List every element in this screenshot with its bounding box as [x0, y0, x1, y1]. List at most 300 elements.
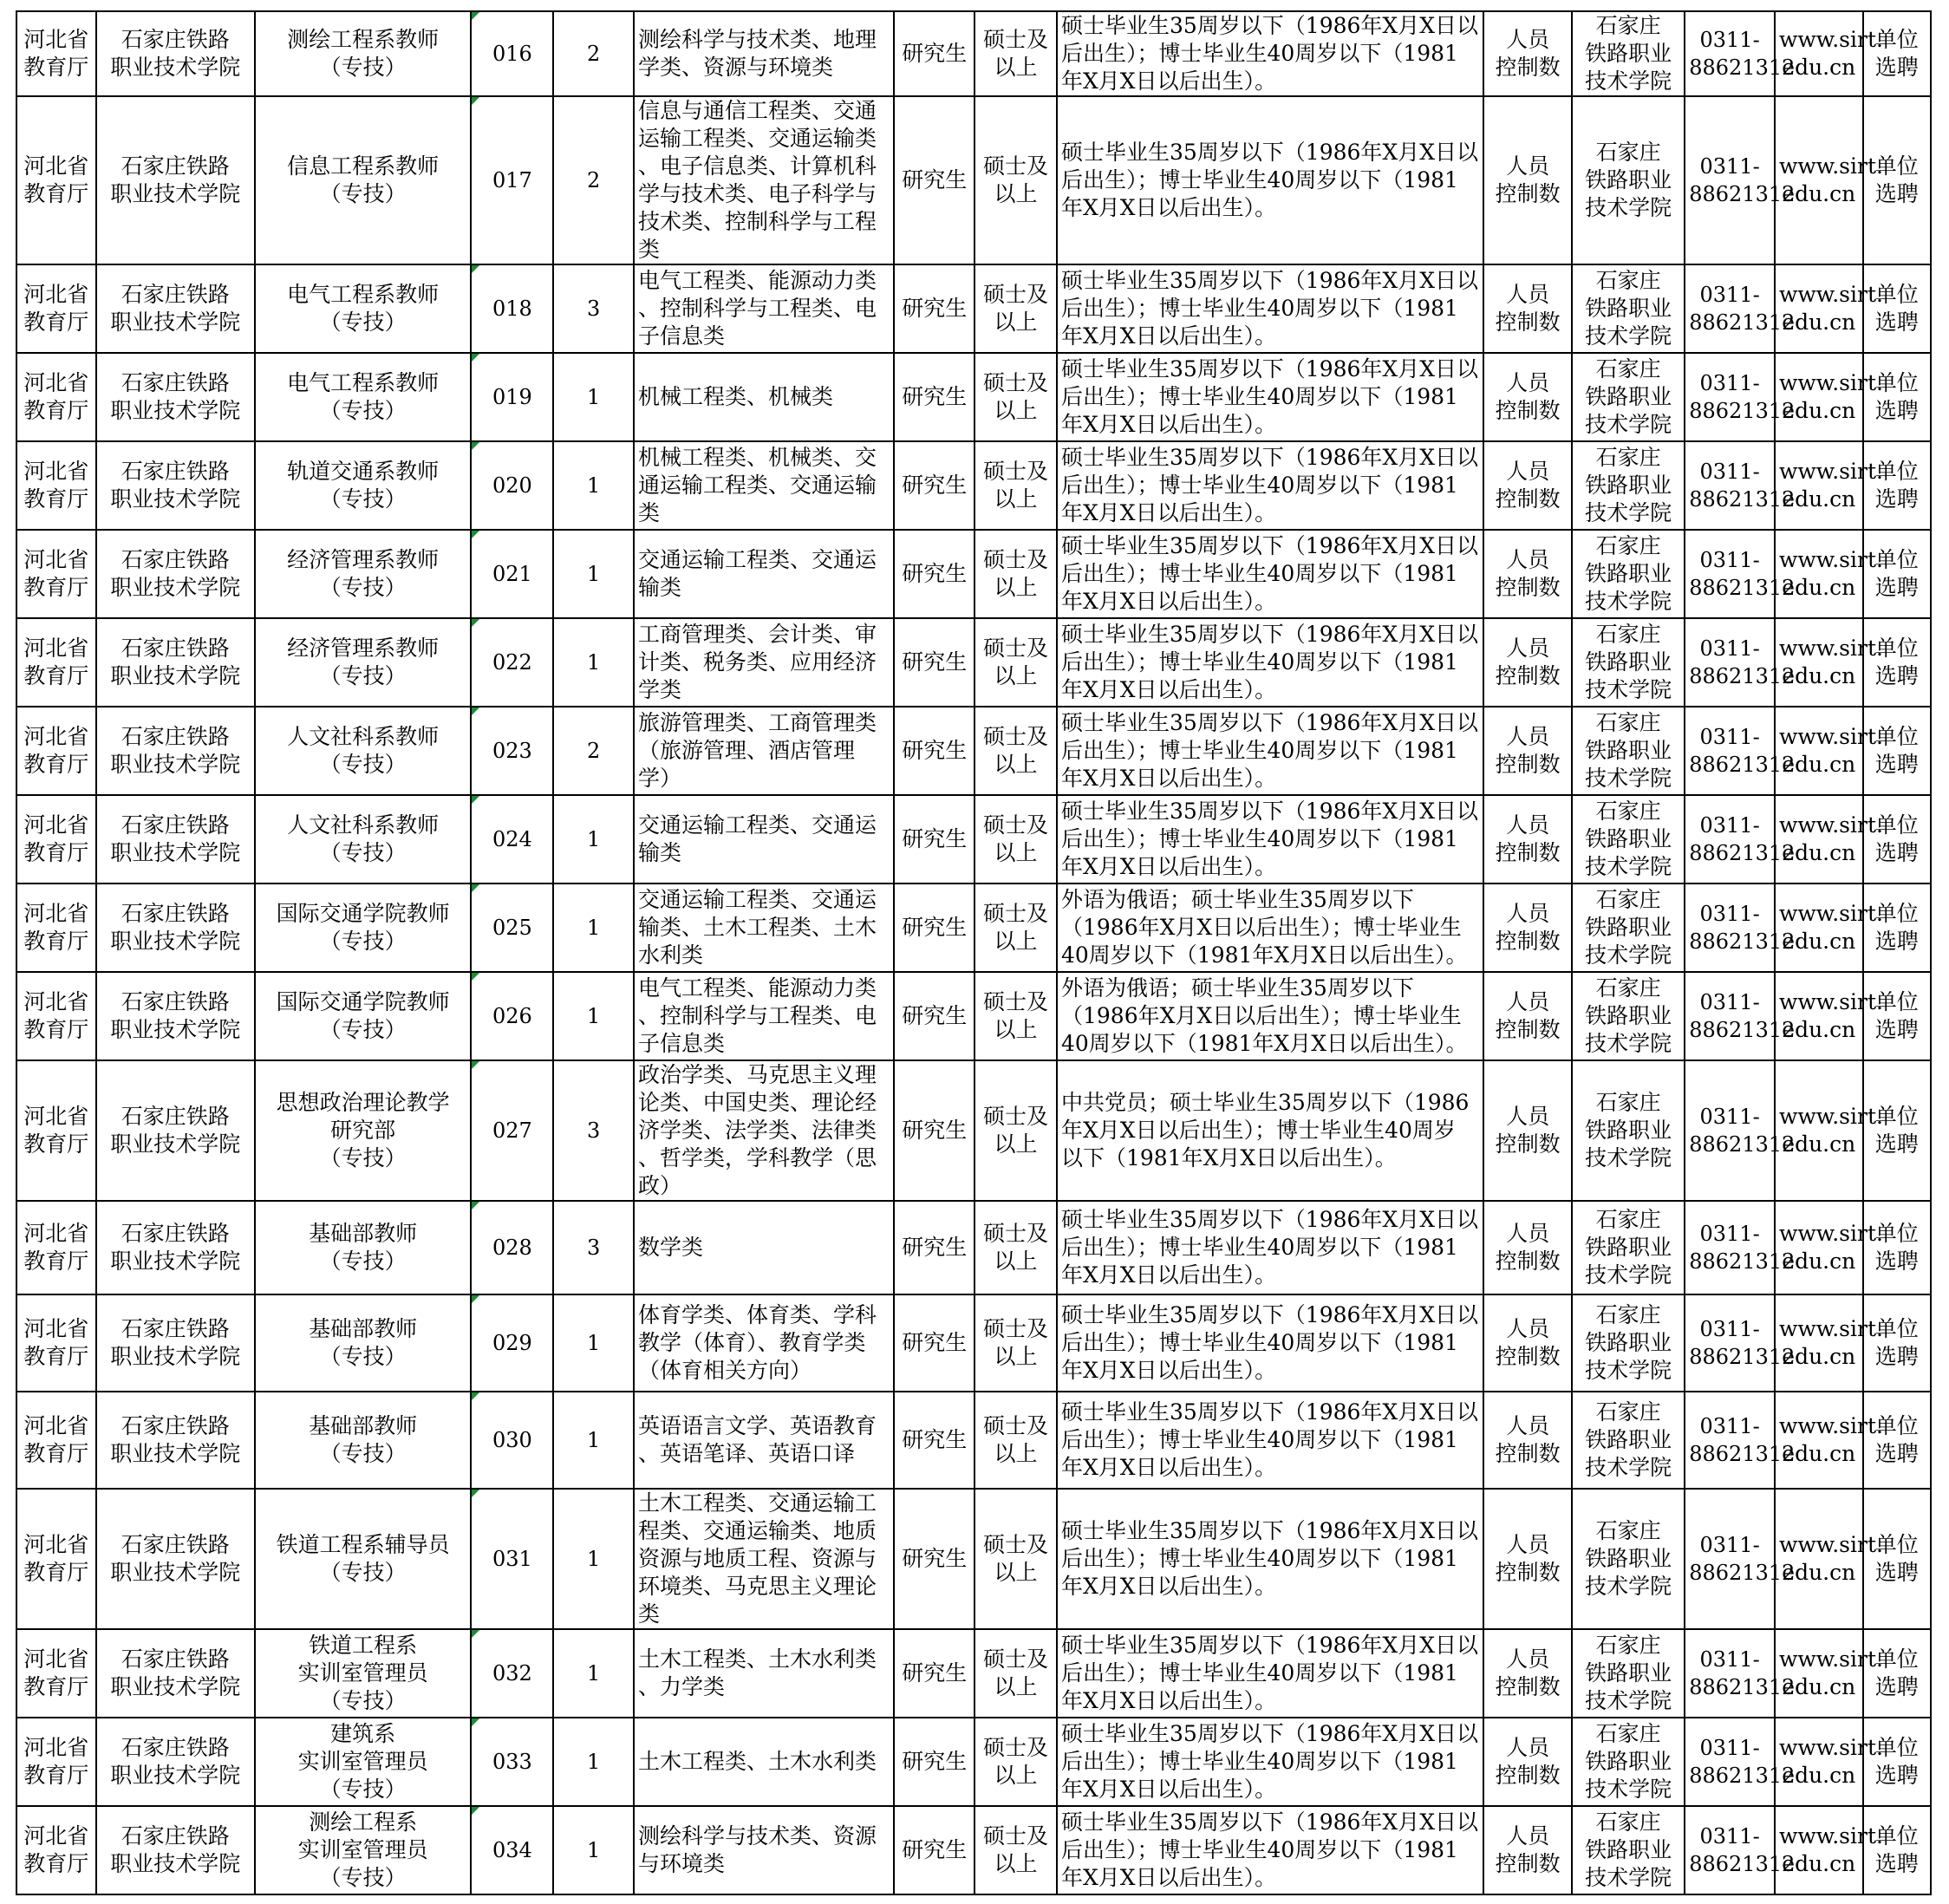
- workplace-cell: [1572, 1294, 1685, 1392]
- requirements-cell-line: 硕士毕业生35周岁以下（1986年X月X日以: [1061, 1721, 1479, 1746]
- requirements-cell-line: 后出生）；博士毕业生40周岁以下（1981: [1061, 1749, 1458, 1774]
- requirements-cell: [1057, 353, 1483, 441]
- phone-cell-line: 0311-: [1699, 371, 1760, 395]
- degree-cell-line: 以上: [994, 1560, 1038, 1585]
- major-cell-line: 工商管理类、会计类、审: [638, 622, 877, 647]
- major-cell: [634, 1201, 894, 1294]
- major-cell-line: 信息与通信工程类、交通: [638, 98, 877, 123]
- requirements-cell-line: 年X月X日以后出生）。: [1061, 854, 1277, 879]
- count-cell: [553, 795, 634, 884]
- workplace-cell-line: 石家庄: [1595, 1302, 1661, 1327]
- workplace-cell: [1572, 353, 1685, 441]
- requirements-cell-line: 硕士毕业生35周岁以下（1986年X月X日以: [1061, 710, 1479, 735]
- degree-cell: [974, 1718, 1057, 1806]
- count-cell: [553, 1392, 634, 1489]
- unit-cell-line: 石家庄铁路: [121, 153, 230, 179]
- degree-cell-line: 以上: [994, 486, 1038, 512]
- count-cell-line: 1: [587, 650, 601, 675]
- requirements-cell-line: 年X月X日以后出生）。: [1061, 1777, 1277, 1802]
- unit-cell: [96, 530, 255, 618]
- workplace-cell-line: 铁路职业: [1585, 41, 1672, 66]
- workplace-cell-line: 石家庄: [1595, 1518, 1661, 1543]
- position-cell: [255, 618, 472, 707]
- phone-cell-line: 0311-: [1699, 460, 1760, 484]
- major-cell-line: 土木工程类、土木水利类: [638, 1646, 877, 1672]
- education-cell: [894, 1806, 974, 1894]
- requirements-cell: [1057, 11, 1483, 96]
- position-cell-line: （专技）: [319, 752, 407, 777]
- count-cell: [553, 264, 634, 353]
- workplace-cell: [1572, 972, 1685, 1060]
- department-cell-line: 教育厅: [23, 486, 89, 512]
- website-cell-line: www.sirt.: [1778, 636, 1883, 661]
- major-cell-line: 济学类、法学类、法律类: [638, 1118, 877, 1143]
- website-cell: [1775, 1392, 1883, 1489]
- requirements-cell-line: 年X月X日以后出生）。: [1061, 195, 1277, 220]
- phone-cell-line: 88621312: [1689, 929, 1796, 954]
- staffing-cell-line: 控制数: [1495, 1763, 1561, 1788]
- unit-cell-line: 职业技术学院: [110, 663, 241, 688]
- table-row: [16, 96, 1931, 264]
- requirements-cell-line: 硕士毕业生35周岁以下（1986年X月X日以: [1061, 533, 1479, 558]
- workplace-cell-line: 石家庄: [1595, 799, 1661, 824]
- staffing-cell-line: 控制数: [1495, 575, 1561, 600]
- position-cell: [255, 530, 472, 618]
- unit-cell: [96, 1806, 255, 1894]
- code-cell: [471, 1060, 553, 1201]
- position-cell-line: （专技）: [319, 398, 407, 423]
- recruit-cell-line: 选聘: [1874, 55, 1919, 80]
- workplace-cell-line: 技术学院: [1585, 1865, 1672, 1890]
- phone-cell-line: 0311-: [1699, 1105, 1760, 1129]
- department-cell-line: 河北省: [23, 370, 89, 395]
- phone-cell: [1685, 1489, 1796, 1629]
- recruit-cell-line: 选聘: [1874, 310, 1919, 335]
- major-cell-line: 输类: [638, 840, 682, 865]
- workplace-cell: [1572, 1392, 1685, 1489]
- recruit-cell: [1863, 1392, 1931, 1489]
- workplace-cell: [1572, 884, 1685, 972]
- degree-cell-line: 硕士及: [983, 1735, 1049, 1760]
- staffing-cell-line: 人员: [1506, 370, 1550, 395]
- department-cell-line: 河北省: [23, 812, 89, 838]
- recruit-cell-line: 单位: [1874, 812, 1919, 838]
- requirements-cell-line: 硕士毕业生35周岁以下（1986年X月X日以: [1061, 268, 1479, 293]
- recruit-cell-line: 单位: [1874, 989, 1919, 1014]
- unit-cell: [96, 884, 255, 972]
- staffing-cell-line: 人员: [1506, 724, 1550, 749]
- website-cell-line: www.sirt.: [1778, 547, 1883, 572]
- unit-cell-line: 职业技术学院: [110, 1763, 241, 1788]
- count-cell-line: 1: [587, 1331, 601, 1355]
- count-cell-line: 1: [587, 1661, 601, 1686]
- workplace-cell-line: 铁路职业: [1585, 738, 1672, 763]
- requirements-cell-line: 后出生）；博士毕业生40周岁以下（1981: [1061, 1546, 1458, 1571]
- code-cell-line: 016: [492, 42, 532, 66]
- unit-cell-line: 石家庄铁路: [121, 27, 230, 52]
- major-cell-line: 机械工程类、机械类、交: [638, 445, 877, 470]
- degree-cell: [974, 884, 1057, 972]
- staffing-cell-line: 控制数: [1495, 1851, 1561, 1876]
- department-cell-line: 河北省: [23, 1316, 89, 1341]
- requirements-cell: [1057, 884, 1483, 972]
- count-cell: [553, 1718, 634, 1806]
- phone-cell: [1685, 441, 1796, 530]
- education-cell: [894, 1294, 974, 1392]
- staffing-cell-line: 人员: [1506, 989, 1550, 1014]
- code-cell: [471, 884, 553, 972]
- staffing-cell-line: 人员: [1506, 1532, 1550, 1557]
- department-cell-line: 教育厅: [23, 398, 89, 423]
- workplace-cell-line: 技术学院: [1585, 1031, 1672, 1056]
- workplace-cell-line: 技术学院: [1585, 195, 1672, 220]
- education-cell-line: 研究生: [902, 1660, 968, 1686]
- major-cell: [634, 1806, 894, 1894]
- staffing-cell-line: 人员: [1506, 27, 1550, 52]
- requirements-cell: [1057, 1629, 1483, 1718]
- website-cell-line: edu.cn: [1782, 1017, 1856, 1042]
- website-cell-line: www.sirt.: [1778, 812, 1883, 838]
- unit-cell-line: 职业技术学院: [110, 1249, 241, 1274]
- table-row: [16, 1629, 1931, 1718]
- table-row: [16, 1392, 1931, 1489]
- position-cell-line: 经济管理系教师: [287, 636, 440, 661]
- phone-cell-line: 0311-: [1699, 1533, 1760, 1557]
- position-cell-line: （专技）: [319, 181, 407, 206]
- phone-cell-line: 0311-: [1699, 283, 1760, 307]
- staffing-cell-line: 人员: [1506, 1316, 1550, 1341]
- degree-cell: [974, 11, 1057, 96]
- position-cell-line: （专技）: [319, 1441, 407, 1466]
- major-cell: [634, 530, 894, 618]
- unit-cell: [96, 972, 255, 1060]
- recruit-cell: [1863, 1060, 1931, 1201]
- workplace-cell: [1572, 264, 1685, 353]
- code-cell: [471, 441, 553, 530]
- workplace-cell-line: 铁路职业: [1585, 384, 1672, 409]
- degree-cell: [974, 96, 1057, 264]
- unit-cell-line: 石家庄铁路: [121, 370, 230, 395]
- website-cell-line: www.sirt.: [1778, 1221, 1883, 1246]
- recruit-cell-line: 选聘: [1874, 575, 1919, 600]
- requirements-cell: [1057, 1060, 1483, 1201]
- unit-cell: [96, 707, 255, 795]
- staffing-cell-line: 控制数: [1495, 1441, 1561, 1466]
- code-cell-line: 027: [492, 1118, 532, 1143]
- recruit-cell: [1863, 1629, 1931, 1718]
- department-cell: [16, 1629, 96, 1718]
- recruit-cell-line: 单位: [1874, 1104, 1919, 1129]
- department-cell: [16, 1392, 96, 1489]
- recruit-cell-line: 单位: [1874, 1316, 1919, 1341]
- education-cell: [894, 353, 974, 441]
- recruit-cell: [1863, 1489, 1931, 1629]
- workplace-cell-line: 技术学院: [1585, 68, 1672, 94]
- requirements-cell-line: 年X月X日以后出生）。: [1061, 589, 1277, 614]
- unit-cell-line: 石家庄铁路: [121, 547, 230, 572]
- table-row: [16, 1806, 1931, 1894]
- department-cell-line: 教育厅: [23, 1560, 89, 1585]
- website-cell-line: www.sirt.: [1778, 989, 1883, 1014]
- unit-cell-line: 职业技术学院: [110, 398, 241, 423]
- major-cell-line: 类: [638, 500, 661, 525]
- department-cell: [16, 530, 96, 618]
- website-cell: [1775, 530, 1883, 618]
- workplace-cell: [1572, 1718, 1685, 1806]
- phone-cell: [1685, 1294, 1796, 1392]
- website-cell-line: edu.cn: [1782, 181, 1856, 206]
- unit-cell-line: 职业技术学院: [110, 1344, 241, 1369]
- position-cell: [255, 1201, 472, 1294]
- department-cell: [16, 264, 96, 353]
- degree-cell: [974, 1806, 1057, 1894]
- degree-cell-line: 硕士及: [983, 1221, 1049, 1246]
- requirements-cell-line: 后出生）；博士毕业生40周岁以下（1981: [1061, 41, 1458, 66]
- website-cell: [1775, 441, 1883, 530]
- recruit-cell-line: 选聘: [1874, 1851, 1919, 1876]
- department-cell: [16, 353, 96, 441]
- education-cell: [894, 795, 974, 884]
- recruit-cell: [1863, 1718, 1931, 1806]
- department-cell: [16, 795, 96, 884]
- requirements-cell-line: 年X月X日以后出生）。: [1061, 1865, 1277, 1890]
- workplace-cell-line: 石家庄: [1595, 622, 1661, 647]
- phone-cell-line: 0311-: [1699, 902, 1760, 926]
- requirements-cell: [1057, 1489, 1483, 1629]
- position-cell-line: （专技）: [319, 310, 407, 335]
- major-cell-line: 运输工程类、交通运输类: [638, 126, 877, 151]
- code-cell: [471, 1718, 553, 1806]
- position-cell-line: （专技）: [319, 575, 407, 600]
- recruit-cell-line: 选聘: [1874, 486, 1919, 512]
- recruit-cell-line: 单位: [1874, 1221, 1919, 1246]
- count-cell: [553, 1489, 634, 1629]
- table-row: [16, 11, 1931, 96]
- code-cell-line: 030: [492, 1428, 532, 1452]
- requirements-cell-line: 外语为俄语；硕士毕业生35周岁以下: [1061, 887, 1414, 912]
- education-cell: [894, 530, 974, 618]
- code-cell: [471, 1629, 553, 1718]
- count-cell-line: 1: [587, 916, 601, 940]
- department-cell: [16, 96, 96, 264]
- position-cell-line: 建筑系: [330, 1721, 396, 1746]
- requirements-cell-line: 后出生）；博士毕业生40周岁以下（1981: [1061, 473, 1458, 498]
- position-cell-line: （专技）: [319, 55, 407, 80]
- major-cell-line: 机械工程类、机械类: [638, 384, 834, 409]
- position-cell: [255, 353, 472, 441]
- degree-cell: [974, 1629, 1057, 1718]
- phone-cell-line: 88621312: [1689, 1852, 1796, 1876]
- major-cell-line: 环境类、马克思主义理论: [638, 1574, 877, 1599]
- workplace-cell-line: 技术学院: [1585, 1777, 1672, 1802]
- phone-cell-line: 0311-: [1699, 548, 1760, 572]
- major-cell-line: 测绘科学与技术类、地理: [638, 27, 877, 52]
- website-cell-line: edu.cn: [1782, 310, 1856, 335]
- position-cell-line: （专技）: [319, 1777, 407, 1802]
- department-cell-line: 河北省: [23, 1646, 89, 1672]
- website-cell-line: www.sirt.: [1778, 1646, 1883, 1672]
- phone-cell-line: 0311-: [1699, 1736, 1760, 1760]
- major-cell-line: 教学（体育）、教育学类: [638, 1330, 866, 1355]
- department-cell-line: 教育厅: [23, 181, 89, 206]
- unit-cell-line: 石家庄铁路: [121, 1104, 230, 1129]
- unit-cell-line: 石家庄铁路: [121, 812, 230, 838]
- website-cell-line: edu.cn: [1782, 929, 1856, 954]
- recruit-cell-line: 单位: [1874, 636, 1919, 661]
- workplace-cell-line: 铁路职业: [1585, 1427, 1672, 1452]
- staffing-cell: [1483, 1201, 1572, 1294]
- code-cell: [471, 795, 553, 884]
- staffing-cell: [1483, 1806, 1572, 1894]
- unit-cell: [96, 441, 255, 530]
- recruit-cell-line: 选聘: [1874, 1763, 1919, 1788]
- department-cell-line: 河北省: [23, 901, 89, 926]
- website-cell-line: www.sirt.: [1778, 1823, 1883, 1849]
- website-cell: [1775, 264, 1883, 353]
- degree-cell: [974, 618, 1057, 707]
- workplace-cell-line: 石家庄: [1595, 356, 1661, 381]
- major-cell-line: 、控制科学与工程类、电: [638, 296, 877, 321]
- website-cell-line: www.sirt.: [1778, 370, 1883, 395]
- education-cell-line: 研究生: [902, 561, 968, 586]
- website-cell: [1775, 707, 1883, 795]
- workplace-cell-line: 技术学院: [1585, 500, 1672, 525]
- recruit-cell: [1863, 707, 1931, 795]
- staffing-cell: [1483, 884, 1572, 972]
- position-cell: [255, 1489, 472, 1629]
- count-cell: [553, 1629, 634, 1718]
- position-cell-line: 电气工程系教师: [287, 370, 440, 395]
- workplace-cell-line: 技术学院: [1585, 1455, 1672, 1480]
- count-cell-line: 1: [587, 562, 601, 586]
- requirements-cell-line: 后出生）；博士毕业生40周岁以下（1981: [1061, 738, 1458, 763]
- recruit-cell-line: 单位: [1874, 459, 1919, 484]
- requirements-cell-line: 年X月X日以后出生）。: [1061, 1358, 1277, 1383]
- staffing-cell: [1483, 707, 1572, 795]
- department-cell-line: 教育厅: [23, 663, 89, 688]
- phone-cell-line: 88621312: [1689, 576, 1796, 600]
- count-cell: [553, 353, 634, 441]
- website-cell: [1775, 1201, 1883, 1294]
- position-cell-line: 轨道交通系教师: [287, 459, 440, 484]
- count-cell-line: 1: [587, 1004, 601, 1028]
- staffing-cell-line: 人员: [1506, 1823, 1550, 1849]
- code-cell: [471, 353, 553, 441]
- department-cell-line: 河北省: [23, 153, 89, 179]
- code-cell: [471, 1806, 553, 1894]
- workplace-cell-line: 技术学院: [1585, 1574, 1672, 1599]
- workplace-cell-line: 石家庄: [1595, 1633, 1661, 1658]
- phone-cell: [1685, 795, 1796, 884]
- requirements-cell-line: 后出生）；博士毕业生40周岁以下（1981: [1061, 167, 1458, 192]
- requirements-cell-line: 40周岁以下（1981年X月X日以后出生）。: [1061, 1031, 1468, 1056]
- website-cell-line: www.sirt.: [1778, 1104, 1883, 1129]
- requirements-cell-line: 年X月X日以后出生）。: [1061, 1688, 1277, 1713]
- code-cell: [471, 530, 553, 618]
- department-cell-line: 教育厅: [23, 1249, 89, 1274]
- recruit-cell: [1863, 884, 1931, 972]
- requirements-cell-line: 硕士毕业生35周岁以下（1986年X月X日以: [1061, 356, 1479, 381]
- position-cell: [255, 96, 472, 264]
- major-cell-line: 电气工程类、能源动力类: [638, 975, 877, 1001]
- unit-cell-line: 石家庄铁路: [121, 282, 230, 307]
- requirements-cell-line: 年X月X日以后出生）。: [1061, 412, 1277, 437]
- department-cell-line: 教育厅: [23, 1674, 89, 1699]
- unit-cell-line: 石家庄铁路: [121, 636, 230, 661]
- position-cell: [255, 1060, 472, 1201]
- department-cell: [16, 1718, 96, 1806]
- department-cell-line: 教育厅: [23, 1131, 89, 1157]
- education-cell-line: 研究生: [902, 738, 968, 763]
- phone-cell-line: 88621312: [1689, 1442, 1796, 1466]
- table-body: [16, 11, 1931, 1894]
- staffing-cell-line: 人员: [1506, 153, 1550, 179]
- position-cell: [255, 264, 472, 353]
- position-cell-line: 铁道工程系: [309, 1633, 418, 1658]
- recruit-cell-line: 单位: [1874, 547, 1919, 572]
- count-cell-line: 1: [587, 385, 601, 409]
- position-cell: [255, 1629, 472, 1718]
- requirements-cell-line: 硕士毕业生35周岁以下（1986年X月X日以: [1061, 799, 1479, 824]
- website-cell: [1775, 795, 1883, 884]
- count-cell: [553, 1294, 634, 1392]
- requirements-cell: [1057, 1392, 1483, 1489]
- code-cell: [471, 972, 553, 1060]
- major-cell-line: 子信息类: [638, 323, 726, 349]
- phone-cell: [1685, 618, 1796, 707]
- degree-cell: [974, 1060, 1057, 1201]
- education-cell-line: 研究生: [902, 296, 968, 321]
- degree-cell-line: 以上: [994, 1017, 1038, 1042]
- phone-cell-line: 88621312: [1689, 1018, 1796, 1042]
- recruit-cell-line: 选聘: [1874, 1017, 1919, 1042]
- workplace-cell-line: 石家庄: [1595, 710, 1661, 735]
- phone-cell-line: 88621312: [1689, 1675, 1796, 1699]
- major-cell-line: 与环境类: [638, 1851, 726, 1876]
- unit-cell-line: 石家庄铁路: [121, 1221, 230, 1246]
- code-cell-line: 019: [492, 385, 532, 409]
- requirements-cell-line: 年X月X日以后出生）。: [1061, 323, 1277, 349]
- phone-cell: [1685, 530, 1796, 618]
- phone-cell-line: 88621312: [1689, 841, 1796, 865]
- degree-cell-line: 硕士及: [983, 1532, 1049, 1557]
- requirements-cell-line: 硕士毕业生35周岁以下（1986年X月X日以: [1061, 1399, 1479, 1425]
- staffing-cell-line: 人员: [1506, 1735, 1550, 1760]
- unit-cell-line: 石家庄铁路: [121, 1316, 230, 1341]
- staffing-cell-line: 控制数: [1495, 840, 1561, 865]
- workplace-cell-line: 石家庄: [1595, 1090, 1661, 1115]
- requirements-cell-line: 后出生）；博士毕业生40周岁以下（1981: [1061, 826, 1458, 851]
- position-cell: [255, 707, 472, 795]
- education-cell-line: 研究生: [902, 1003, 968, 1028]
- requirements-cell-line: 年X月X日以后出生）。: [1061, 68, 1277, 94]
- code-cell: [471, 707, 553, 795]
- position-cell-line: 测绘工程系: [309, 1809, 418, 1835]
- recruit-cell: [1863, 618, 1931, 707]
- degree-cell-line: 硕士及: [983, 812, 1049, 838]
- code-cell: [471, 1201, 553, 1294]
- department-cell-line: 河北省: [23, 1221, 89, 1246]
- count-cell: [553, 707, 634, 795]
- workplace-cell-line: 铁路职业: [1585, 1546, 1672, 1571]
- position-cell-line: 铁道工程系辅导员: [276, 1532, 450, 1557]
- major-cell: [634, 441, 894, 530]
- requirements-cell-line: 硕士毕业生35周岁以下（1986年X月X日以: [1061, 1302, 1479, 1327]
- recruit-cell: [1863, 353, 1931, 441]
- phone-cell: [1685, 1392, 1796, 1489]
- unit-cell-line: 职业技术学院: [110, 575, 241, 600]
- workplace-cell-line: 铁路职业: [1585, 1749, 1672, 1774]
